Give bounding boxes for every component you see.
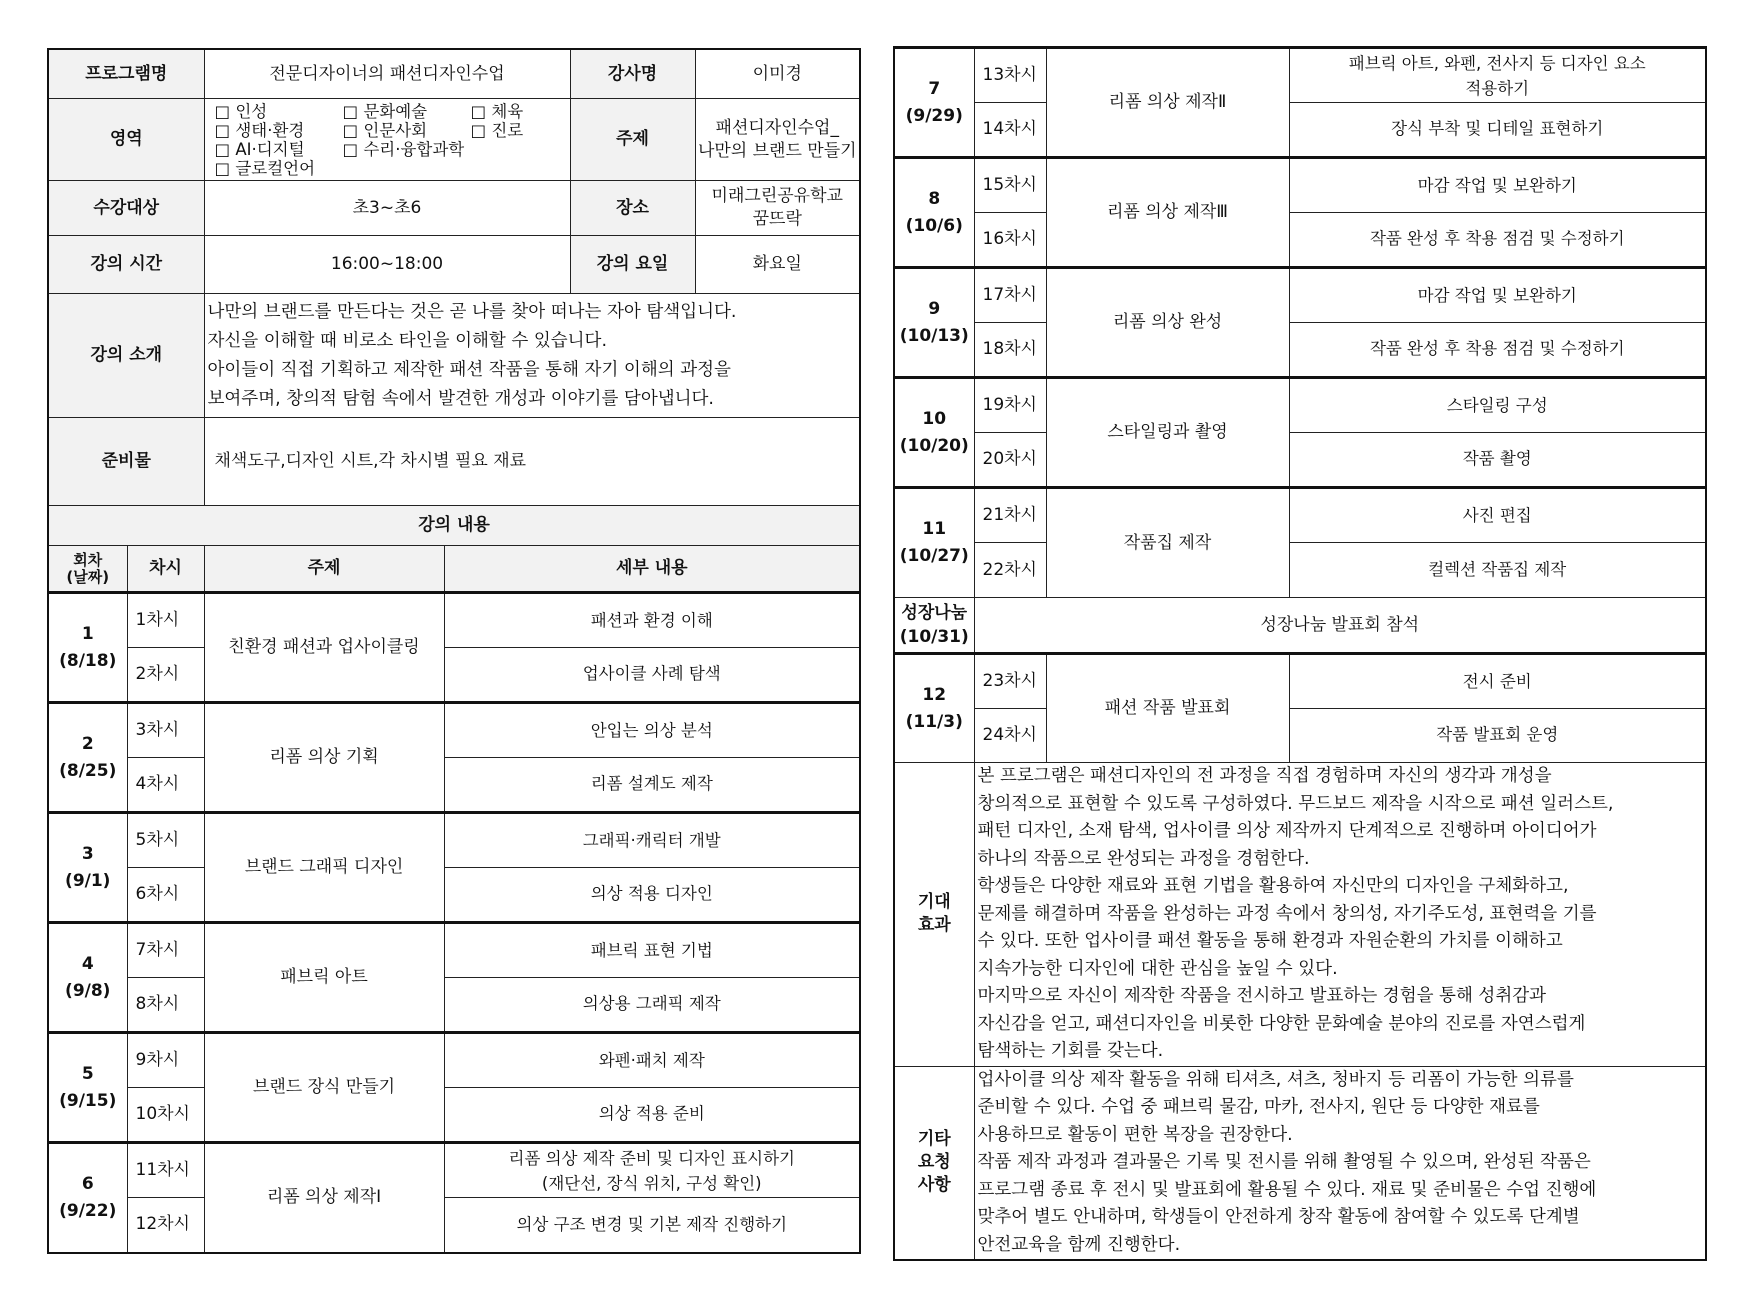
requests-line: 사용하므로 활동이 편한 복장을 권장한다. bbox=[977, 1124, 1293, 1145]
round-date: (10/6) bbox=[905, 215, 963, 236]
session-label: 4차시 bbox=[127, 758, 204, 813]
detail-cell bbox=[444, 813, 860, 868]
effects-line: 학생들은 다양한 재료와 표현 기법을 활용하여 자신만의 디자인을 구체화하고, bbox=[977, 876, 1569, 896]
target-label: 수강대상 bbox=[48, 181, 204, 236]
detail-cell bbox=[444, 1143, 860, 1198]
detail-text: 마감 작업 및 보완하기 bbox=[1417, 286, 1577, 305]
effects-line: 창의적으로 표현할 수 있도록 구성하였다. 무드보드 제작을 시작으로 패션 일러스트, bbox=[977, 793, 1614, 814]
round-number: 6 bbox=[81, 1173, 94, 1194]
session-label: 18차시 bbox=[974, 323, 1046, 378]
detail-cell: 리폼 설계도 제작 bbox=[444, 758, 860, 813]
requests-line: 안전교육을 함께 진행한다. bbox=[977, 1234, 1181, 1255]
instructor-value: 이미경 bbox=[752, 63, 802, 84]
detail-text: 그래픽·캐릭터 개발 bbox=[582, 831, 721, 850]
place-cell bbox=[570, 181, 860, 236]
place-label: 장소 bbox=[571, 181, 696, 235]
area-label: 영역 bbox=[48, 99, 204, 181]
target-value: 초3~초6 bbox=[204, 181, 570, 236]
round-row bbox=[48, 703, 860, 758]
round-date: (9/8) bbox=[65, 980, 111, 1001]
session-label: 10차시 bbox=[127, 1088, 204, 1143]
session-label: 11차시 bbox=[127, 1143, 204, 1198]
detail-cell bbox=[1289, 488, 1706, 543]
detail-cell bbox=[444, 923, 860, 978]
day-label: 강의 요일 bbox=[571, 236, 696, 293]
round-row bbox=[894, 378, 1706, 433]
detail-cell bbox=[444, 1033, 860, 1088]
round-date: (9/1) bbox=[65, 870, 111, 891]
round-topic: 리폼 의상 제작Ⅰ bbox=[204, 1143, 444, 1253]
round-row bbox=[894, 709, 1706, 763]
round-number: 2 bbox=[81, 733, 94, 754]
round-cell bbox=[48, 813, 127, 923]
area-option[interactable]: □ 문화예술 bbox=[342, 101, 428, 121]
round-row bbox=[48, 1198, 860, 1253]
area-option[interactable]: □ AI·디지털 bbox=[214, 139, 305, 159]
round-number: 12 bbox=[922, 684, 947, 705]
intro-line: 나만의 브랜드를 만든다는 것은 곧 나를 찾아 떠나는 자아 탐색입니다. bbox=[207, 301, 737, 322]
detail-cell: 작품 촬영 bbox=[1289, 433, 1706, 488]
round-row bbox=[894, 488, 1706, 543]
session-label: 3차시 bbox=[127, 703, 204, 758]
instructor-label: 강사명 bbox=[571, 50, 696, 98]
round-date: (11/3) bbox=[905, 711, 963, 732]
requests-label-line: 요청 bbox=[917, 1152, 951, 1173]
detail-cell bbox=[444, 703, 860, 758]
left-schedule-table bbox=[47, 48, 861, 1254]
session-label: 19차시 bbox=[974, 378, 1046, 433]
detail-cell: 작품 완성 후 착용 점검 및 수정하기 bbox=[1289, 323, 1706, 378]
round-row bbox=[894, 323, 1706, 378]
effects-text bbox=[974, 763, 1706, 1067]
session-label: 23차시 bbox=[974, 654, 1046, 709]
requests-line: 작품 제작 과정과 결과물은 기록 및 전시를 위해 촬영될 수 있으며, 완성된 작품은 bbox=[977, 1152, 1591, 1172]
session-header: 차시 bbox=[127, 546, 204, 593]
effects-line: 탐색하는 기회를 갖는다. bbox=[977, 1041, 1164, 1061]
round-topic: 리폼 의상 제작Ⅱ bbox=[1046, 48, 1289, 158]
round-topic: 패브릭 아트 bbox=[204, 923, 444, 1033]
round-row bbox=[894, 103, 1706, 158]
round-topic: 브랜드 그래픽 디자인 bbox=[204, 813, 444, 923]
session-label: 24차시 bbox=[974, 709, 1046, 763]
requests-label-line: 기타 bbox=[917, 1129, 951, 1150]
intro-line: 자신을 이해할 때 비로소 타인을 이해할 수 있습니다. bbox=[207, 330, 608, 351]
session-label: 6차시 bbox=[127, 868, 204, 923]
place-value-line: 미래그린공유학교 bbox=[711, 186, 843, 207]
area-option[interactable]: □ 수리·융합과학 bbox=[342, 139, 465, 159]
round-row bbox=[48, 1143, 860, 1198]
round-row bbox=[894, 654, 1706, 709]
round-row bbox=[48, 758, 860, 813]
detail-text: 사진 편집 bbox=[1462, 506, 1532, 525]
round-number: 4 bbox=[81, 953, 94, 974]
area-option[interactable]: □ 생태·환경 bbox=[214, 120, 305, 140]
detail-cell: 의상 구조 변경 및 기본 제작 진행하기 bbox=[444, 1198, 860, 1253]
round-date: (8/18) bbox=[59, 650, 117, 671]
detail-cell bbox=[1289, 48, 1706, 103]
topic-value-line: 나만의 브랜드 만들기 bbox=[697, 140, 857, 161]
round-cell bbox=[894, 488, 974, 598]
round-cell bbox=[894, 378, 974, 488]
area-options bbox=[204, 99, 570, 181]
round-cell bbox=[894, 268, 974, 378]
instructor-cell bbox=[570, 49, 860, 99]
effects-label-line: 기대 bbox=[917, 892, 951, 913]
detail-text-cont: (재단선, 장식 위치, 구성 확인) bbox=[541, 1173, 762, 1193]
round-cell bbox=[894, 48, 974, 158]
growth-value: 성장나눔 발표회 참석 bbox=[974, 598, 1706, 654]
detail-cell: 의상 적용 준비 bbox=[444, 1088, 860, 1143]
session-label: 9차시 bbox=[127, 1033, 204, 1088]
growth-round bbox=[894, 598, 974, 654]
round-header-label: 회차 bbox=[73, 550, 103, 569]
round-number: 1 bbox=[81, 623, 94, 644]
intro-line: 보여주며, 창의적 탐험 속에서 발견한 개성과 이야기를 담아냅니다. bbox=[207, 388, 714, 409]
area-option[interactable]: □ 인문사회 bbox=[342, 120, 428, 140]
round-topic: 패션 작품 발표회 bbox=[1046, 654, 1289, 763]
requests-line: 프로그램 종료 후 전시 및 발표회에 활용될 수 있다. 재료 및 준비물은 수업 진행에 bbox=[977, 1179, 1597, 1200]
round-topic: 리폼 의상 기획 bbox=[204, 703, 444, 813]
detail-cell: 장식 부착 및 디테일 표현하기 bbox=[1289, 103, 1706, 158]
round-row bbox=[48, 813, 860, 868]
round-topic: 리폼 의상 제작Ⅲ bbox=[1046, 158, 1289, 268]
place-value-line: 꿈뜨락 bbox=[752, 209, 802, 229]
requests-label-line: 사항 bbox=[917, 1175, 951, 1196]
round-date: (9/22) bbox=[59, 1200, 117, 1221]
intro-label: 강의 소개 bbox=[48, 294, 204, 418]
day-cell bbox=[570, 236, 860, 294]
round-number: 10 bbox=[922, 408, 947, 429]
round-row bbox=[48, 978, 860, 1033]
topic-cell bbox=[570, 99, 860, 181]
content-header: 강의 내용 bbox=[48, 506, 860, 546]
round-row bbox=[894, 213, 1706, 268]
round-topic: 리폼 의상 완성 bbox=[1046, 268, 1289, 378]
materials-value: 채색도구,디자인 시트,각 차시별 필요 재료 bbox=[204, 418, 860, 506]
intro-line: 아이들이 직접 기획하고 제작한 패션 작품을 통해 자기 이해의 과정을 bbox=[207, 359, 731, 380]
growth-label: 성장나눔 bbox=[901, 603, 968, 623]
round-date: (9/15) bbox=[59, 1090, 117, 1111]
round-date: (10/13) bbox=[899, 325, 969, 346]
detail-text: 안입는 의상 분석 bbox=[590, 721, 713, 740]
detail-text: 스타일링 구성 bbox=[1446, 396, 1548, 415]
right-rounds bbox=[894, 48, 1706, 598]
session-label: 21차시 bbox=[974, 488, 1046, 543]
left-rounds bbox=[48, 593, 860, 1253]
round-cell bbox=[48, 1143, 127, 1253]
materials-label: 준비물 bbox=[48, 418, 204, 506]
session-label: 17차시 bbox=[974, 268, 1046, 323]
detail-text: 패브릭 아트, 와펜, 전사지 등 디자인 요소 bbox=[1348, 53, 1646, 73]
detail-text: 패션과 환경 이해 bbox=[590, 611, 713, 630]
effects-line: 하나의 작품으로 완성되는 과정을 경험한다. bbox=[977, 848, 1310, 869]
intro-text bbox=[204, 294, 860, 418]
area-option[interactable]: □ 체육 bbox=[470, 101, 524, 121]
area-option[interactable]: □ 글로컬언어 bbox=[214, 158, 316, 178]
session-label: 2차시 bbox=[127, 648, 204, 703]
round-row bbox=[894, 433, 1706, 488]
round-cell bbox=[48, 703, 127, 813]
session-label: 7차시 bbox=[127, 923, 204, 978]
round-row bbox=[894, 48, 1706, 103]
program-name-label: 프로그램명 bbox=[48, 49, 204, 99]
round-number: 9 bbox=[928, 298, 941, 319]
session-label: 20차시 bbox=[974, 433, 1046, 488]
detail-text-cont: 적용하기 bbox=[1465, 78, 1530, 98]
requests-label bbox=[894, 1066, 974, 1260]
detail-cell: 의상 적용 디자인 bbox=[444, 868, 860, 923]
session-label: 16차시 bbox=[974, 213, 1046, 268]
round-number: 3 bbox=[81, 843, 94, 864]
detail-cell: 작품 완성 후 착용 점검 및 수정하기 bbox=[1289, 213, 1706, 268]
round-header-sub: (날짜) bbox=[66, 567, 110, 586]
time-label: 강의 시간 bbox=[48, 236, 204, 294]
topic-header: 주제 bbox=[204, 546, 444, 593]
round-row bbox=[48, 593, 860, 648]
area-option[interactable]: □ 진로 bbox=[470, 120, 524, 140]
growth-date: (10/31) bbox=[899, 627, 969, 647]
session-label: 22차시 bbox=[974, 543, 1046, 598]
detail-text: 리폼 의상 제작 준비 및 디자인 표시하기 bbox=[508, 1148, 795, 1168]
round-row bbox=[894, 158, 1706, 213]
round-cell bbox=[894, 158, 974, 268]
effects-line: 마지막으로 자신이 제작한 작품을 전시하고 발표하는 경험을 통해 성취감과 bbox=[977, 986, 1547, 1006]
effects-line: 패턴 디자인, 소재 탐색, 업사이클 의상 제작까지 단계적으로 진행하며 아이디어가 bbox=[977, 821, 1597, 841]
round-row bbox=[894, 268, 1706, 323]
area-option[interactable]: □ 인성 bbox=[214, 101, 268, 121]
detail-cell: 의상용 그래픽 제작 bbox=[444, 978, 860, 1033]
time-value: 16:00~18:00 bbox=[204, 236, 570, 294]
detail-cell: 업사이클 사례 탐색 bbox=[444, 648, 860, 703]
round-cell bbox=[48, 593, 127, 703]
round-topic: 브랜드 장식 만들기 bbox=[204, 1033, 444, 1143]
detail-text: 마감 작업 및 보완하기 bbox=[1417, 176, 1577, 195]
detail-cell bbox=[1289, 654, 1706, 709]
detail-text: 패브릭 표현 기법 bbox=[590, 941, 713, 960]
topic-label: 주제 bbox=[571, 99, 696, 180]
round-topic: 스타일링과 촬영 bbox=[1046, 378, 1289, 488]
effects-line: 자신감을 얻고, 패션디자인을 비롯한 다양한 문화예술 분야의 진로를 자연스럽게 bbox=[977, 1013, 1586, 1034]
session-label: 15차시 bbox=[974, 158, 1046, 213]
round-date: (10/27) bbox=[899, 546, 969, 566]
day-value: 화요일 bbox=[752, 254, 802, 275]
effects-line: 수 있다. 또한 업사이클 패션 활동을 통해 환경과 자원순환의 가치를 이해하고 bbox=[977, 931, 1563, 951]
round-row bbox=[48, 648, 860, 703]
detail-cell bbox=[1289, 158, 1706, 213]
round-cell bbox=[894, 654, 974, 763]
round-number: 8 bbox=[928, 188, 941, 209]
round-topic: 작품집 제작 bbox=[1046, 488, 1289, 598]
detail-cell bbox=[1289, 268, 1706, 323]
round-row bbox=[894, 543, 1706, 598]
round-number: 7 bbox=[928, 78, 941, 99]
round-date: (8/25) bbox=[59, 760, 117, 781]
requests-line: 준비할 수 있다. 수업 중 패브릭 물감, 마카, 전사지, 원단 등 다양한 재료를 bbox=[977, 1097, 1540, 1117]
round-date: (10/20) bbox=[899, 435, 969, 456]
round-row bbox=[48, 1033, 860, 1088]
detail-text: 전시 준비 bbox=[1462, 672, 1532, 691]
detail-header: 세부 내용 bbox=[444, 546, 860, 593]
topic-value-line: 패션디자인수업_ bbox=[715, 117, 839, 138]
effects-line: 문제를 해결하며 작품을 완성하는 과정 속에서 창의성, 자기주도성, 표현력을 기를 bbox=[977, 903, 1597, 924]
session-label: 8차시 bbox=[127, 978, 204, 1033]
session-label: 14차시 bbox=[974, 103, 1046, 158]
effects-label-line: 효과 bbox=[917, 915, 951, 936]
detail-text: 와펜·패치 제작 bbox=[598, 1051, 705, 1070]
program-name-value: 전문디자이너의 패션디자인수업 bbox=[204, 49, 570, 99]
effects-label bbox=[894, 763, 974, 1067]
detail-cell bbox=[444, 593, 860, 648]
round-topic: 친환경 패션과 업사이클링 bbox=[204, 593, 444, 703]
session-label: 1차시 bbox=[127, 593, 204, 648]
round-cell bbox=[48, 1033, 127, 1143]
requests-line: 맞추어 별도 안내하며, 학생들이 안전하게 창작 활동에 참여할 수 있도록 단계별 bbox=[977, 1207, 1580, 1227]
right-schedule-table bbox=[893, 46, 1707, 1261]
detail-cell: 작품 발표회 운영 bbox=[1289, 709, 1706, 763]
effects-line: 지속가능한 디자인에 대한 관심을 높일 수 있다. bbox=[977, 958, 1338, 979]
detail-cell bbox=[1289, 378, 1706, 433]
round-number: 5 bbox=[81, 1063, 94, 1084]
round-cell bbox=[48, 923, 127, 1033]
round-row bbox=[48, 923, 860, 978]
session-label: 13차시 bbox=[974, 48, 1046, 103]
requests-text bbox=[974, 1066, 1706, 1260]
detail-cell: 컬렉션 작품집 제작 bbox=[1289, 543, 1706, 598]
round-date: (9/29) bbox=[905, 105, 963, 126]
session-label: 12차시 bbox=[127, 1198, 204, 1253]
requests-line: 업사이클 의상 제작 활동을 위해 티셔츠, 셔츠, 청바지 등 리폼이 가능한 의류를 bbox=[977, 1069, 1574, 1090]
round-row bbox=[48, 1088, 860, 1143]
round-header bbox=[48, 546, 127, 593]
round-row bbox=[48, 868, 860, 923]
session-label: 5차시 bbox=[127, 813, 204, 868]
round-number: 11 bbox=[922, 519, 947, 539]
effects-line: 본 프로그램은 패션디자인의 전 과정을 직접 경험하며 자신의 생각과 개성을 bbox=[977, 766, 1552, 786]
